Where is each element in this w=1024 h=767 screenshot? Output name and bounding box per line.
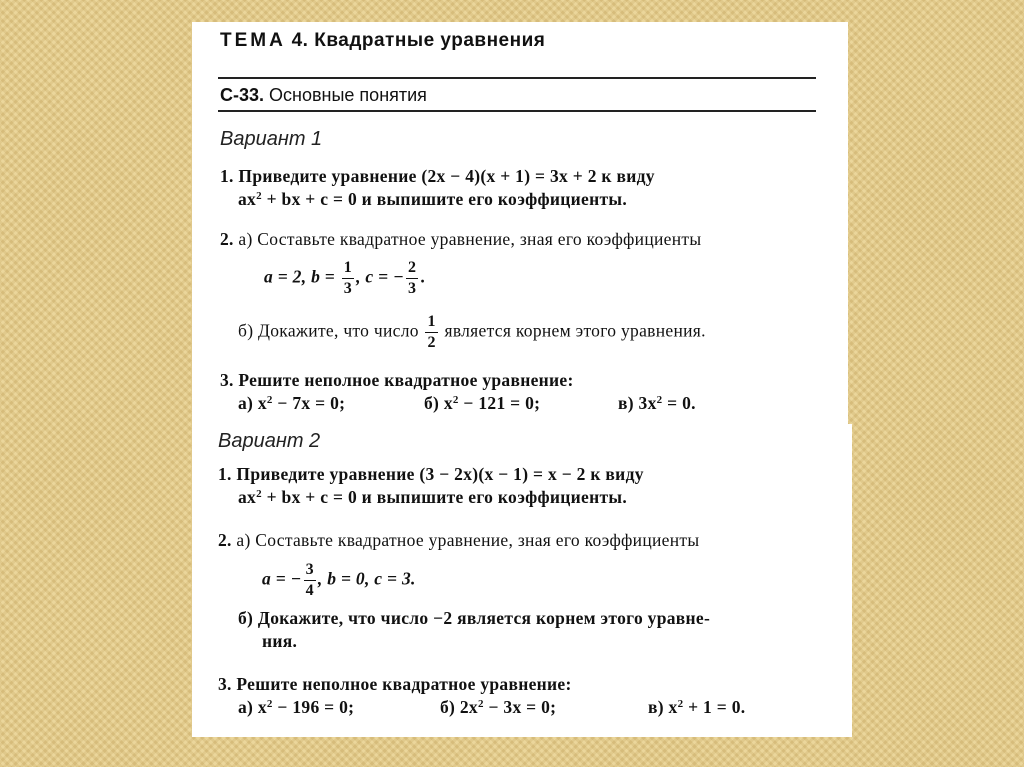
worksheet-bottom: [192, 424, 852, 737]
v1-task1-line1: 1. Приведите уравнение (2x − 4)(x + 1) = 3x + 2 к виду: [220, 166, 655, 186]
v1-task3-text: 3. Решите неполное квадратное уравнение:: [220, 370, 574, 390]
v2-task3-c: в) $x^2 + 1 = 0$.: [648, 697, 746, 717]
theme-title: ТЕМА 4. Квадратные уравнения: [220, 30, 546, 51]
v2-task2-b-line1: б) Докажите, что число −2 является корнем этого уравне-: [238, 608, 711, 628]
v2-task1-line1: 1. Приведите уравнение (3 − 2x)(x − 1) = x − 2 к виду: [218, 464, 644, 484]
fraction: $\frac{1}{2}$: [427, 313, 436, 351]
fraction: $\frac{2}{3}$: [408, 259, 417, 297]
divider-bottom: [218, 110, 816, 112]
v2-task2-coefficients: a = − $\frac{3}{4}$ , b = 0, c = 3.: [262, 561, 416, 599]
fraction: $\frac{3}{4}$: [305, 561, 314, 599]
v2-task1-line2: $ax^2$ + bx + c = 0 и выпишите его коэффициенты.: [238, 487, 628, 507]
v1-task3-a: а) $x^2 - 7x = 0$;: [238, 393, 346, 413]
v1-task2-a: 2. а) Составьте квадратное уравнение, зная его коэффициенты: [220, 229, 702, 249]
worksheet-top: [192, 22, 848, 427]
variant-1-heading: Вариант 1: [220, 128, 323, 150]
divider-top: [218, 77, 816, 79]
v1-task2-b: б) Докажите, что число $\frac{1}{2}$ является корнем этого уравнения.: [238, 313, 706, 351]
v1-task1-line2: $ax^2$ + bx + c = 0 и выпишите его коэффициенты.: [238, 189, 628, 209]
v2-task3-a: а) $x^2 - 196 = 0$;: [238, 697, 355, 717]
v2-task2-b-line2: ния.: [262, 631, 298, 651]
v2-task2-a: 2. а) Составьте квадратное уравнение, зная его коэффициенты: [218, 530, 700, 550]
v2-task3-b: б) $2x^2 - 3x = 0$;: [440, 697, 557, 717]
v1-task3-b: б) $x^2 - 121 = 0$;: [424, 393, 541, 413]
variant-2-heading: Вариант 2: [218, 430, 321, 452]
v1-task2-coefficients: a = 2, b = $\frac{1}{3}$ , c = − $\frac{2}{3}$ .: [264, 259, 426, 297]
v1-task3-c: в) $3x^2 = 0$.: [618, 393, 696, 413]
v2-task3-text: 3. Решите неполное квадратное уравнение:: [218, 674, 572, 694]
fraction: $\frac{1}{3}$: [343, 259, 353, 297]
section-title: С-33. Основные понятия: [220, 85, 427, 105]
